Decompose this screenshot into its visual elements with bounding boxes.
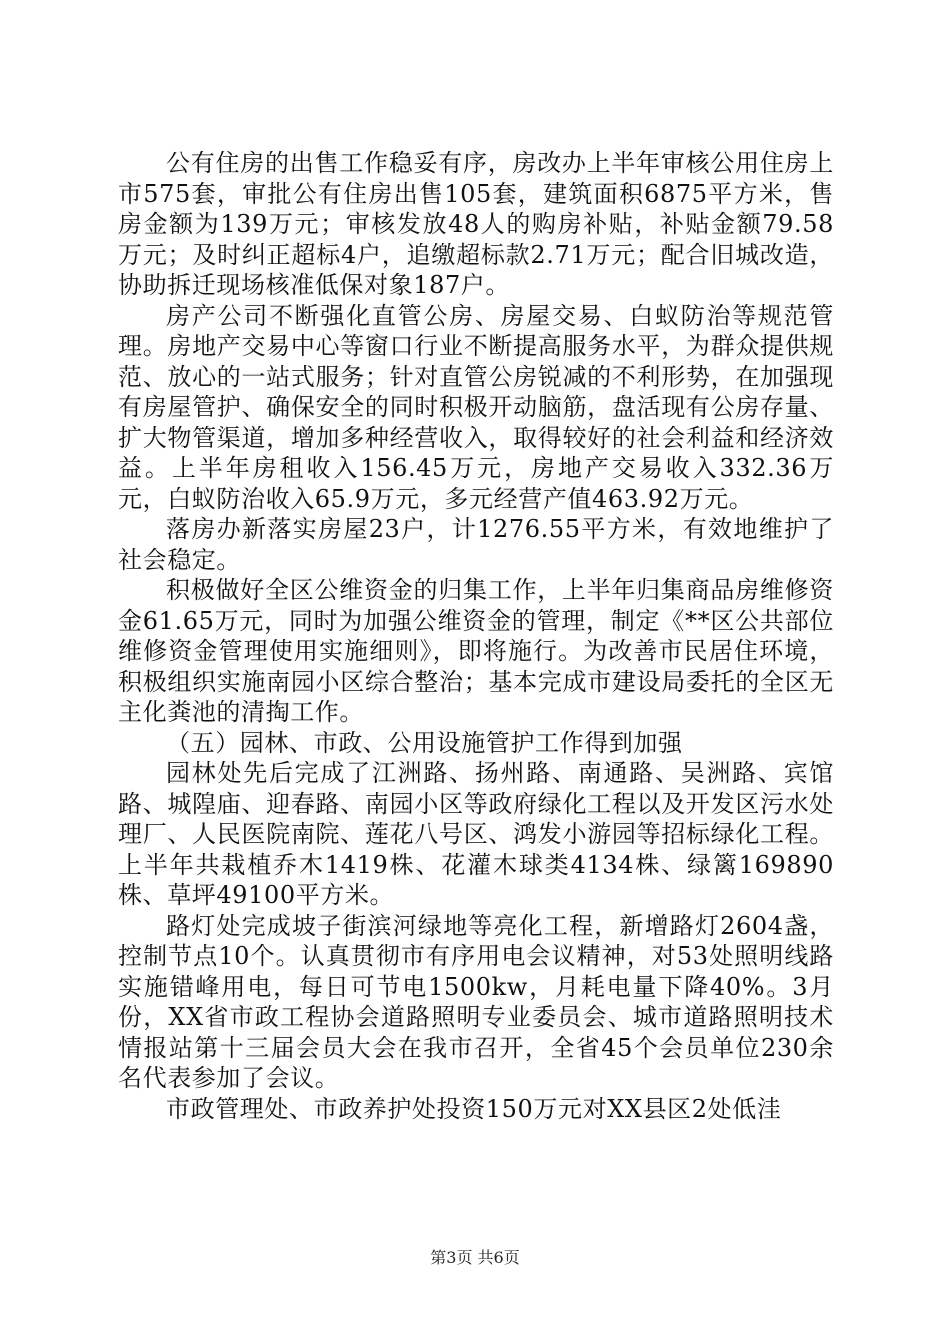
paragraph-landscaping: 园林处先后完成了江洲路、扬州路、南通路、吴洲路、宾馆路、城隍庙、迎春路、南园小区等政府绿化工程以及开发区污水处理厂、人民医院南院、莲花八号区、鸿发小游园等招标绿化工程。上半年共栽植乔木1419株、花灌木球类4134株、绿篱169890株、草坪49100平方米。	[118, 759, 834, 909]
paragraph-housing-office: 落房办新落实房屋23户，计1276.55平方米，有效地维护了社会稳定。	[118, 515, 834, 574]
paragraph-maintenance-fund: 积极做好全区公维资金的归集工作，上半年归集商品房维修资金61.65万元，同时为加强公维资金的管理，制定《**区公共部位维修资金管理使用实施细则》，即将施行。为改善市民居住环境，积极组织实施南园小区综合整治；基本完成市建设局委托的全区无主化粪池的清掏工作。	[118, 576, 834, 726]
section-heading-five: （五）园林、市政、公用设施管护工作得到加强	[166, 728, 683, 757]
document-body	[118, 148, 834, 1124]
paragraph-property-company: 房产公司不断强化直管公房、房屋交易、白蚁防治等规范管理。房地产交易中心等窗口行业不断提高服务水平，为群众提供规范、放心的一站式服务；针对直管公房锐减的不利形势，在加强现有房屋管护、确保安全的同时积极开动脑筋，盘活现有公房存量、扩大物管渠道，增加多种经营收入，取得较好的社会利益和经济效益。上半年房租收入156.45万元，房地产交易收入332.36万元，白蚁防治收入65.9万元，多元经营产值463.92万元。	[118, 301, 834, 513]
paragraph-street-lighting: 路灯处完成坡子街滨河绿地等亮化工程，新增路灯2604盏，控制节点10个。认真贯彻市有序用电会议精神，对53处照明线路实施错峰用电，每日可节电1500kw，月耗电量下降40%。3月份，XX省市政工程协会道路照明专业委员会、城市道路照明技术情报站第十三届会员大会在我市召开，全省45个会员单位230余名代表参加了会议。	[118, 911, 834, 1092]
paragraph-municipal-management: 市政管理处、市政养护处投资150万元对XX县区2处低洼	[166, 1094, 782, 1123]
paragraph-housing-sales: 公有住房的出售工作稳妥有序，房改办上半年审核公用住房上市575套，审批公有住房出售105套，建筑面积6875平方米，售房金额为139万元；审核发放48人的购房补贴，补贴金额79.58万元；及时纠正超标4户，追缴超标款2.71万元；配合旧城改造，协助拆迁现场核准低保对象187户。	[118, 149, 834, 299]
page-number-footer: 第3页 共6页	[430, 1248, 520, 1267]
